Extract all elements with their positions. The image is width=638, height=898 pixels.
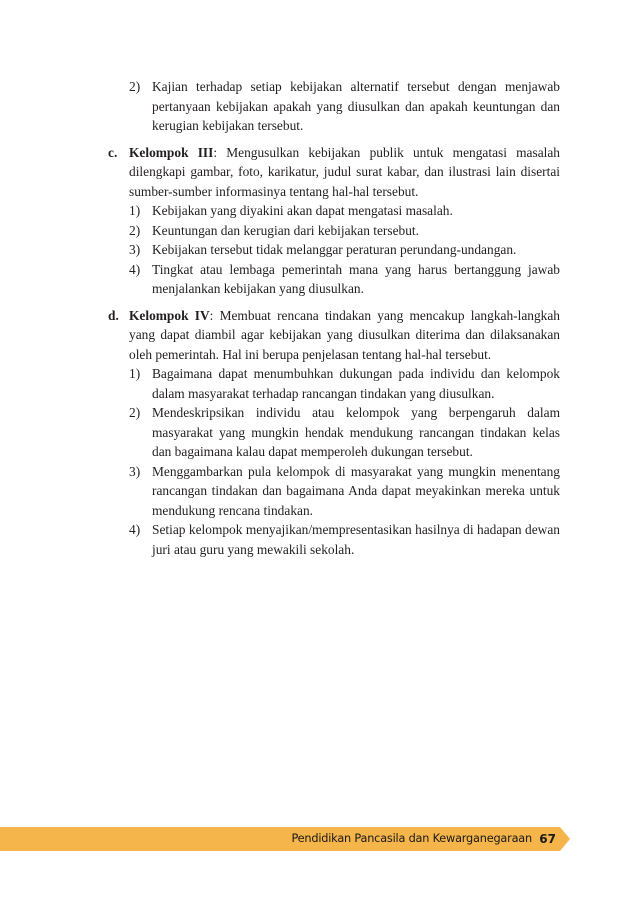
list-item-text: Keuntungan dan kerugian dari kebijakan tersebut. — [152, 222, 419, 238]
list-item-number: 3) — [129, 463, 141, 479]
section-letter: c. — [108, 144, 118, 160]
list-item — [129, 201, 560, 221]
book-title: Pendidikan Pancasila dan Kewarganegaraan — [291, 832, 532, 845]
list-item-number: 1) — [129, 203, 141, 218]
list-item-text: Mendeskripsikan individu atau kelompok yang berpengaruh dalam masyarakat yang mungkin hendak mendukung rancangan tindakan kelas dan bagaimana kalau dapat memperoleh dukungan tersebut. — [152, 405, 560, 459]
list-item-number: 4) — [129, 261, 141, 277]
section-list — [129, 364, 560, 559]
section-description: : Mengusulkan kebijakan publik untuk mengatasi masalah dilengkapi gambar, foto, karikatur, judul surat kabar, dan ilustrasi lain disertai sumber-sumber informasinya tentang hal-hal tersebut. — [129, 144, 561, 199]
section-title: Kelompok III — [129, 144, 214, 160]
page-number: 67 — [539, 832, 556, 846]
list-item-number: 2) — [129, 222, 141, 238]
section-list — [129, 201, 560, 299]
list-item-number: 2) — [129, 79, 141, 94]
list-item-number: 1) — [129, 366, 141, 381]
list-item-number: 3) — [129, 242, 141, 257]
section-letter: d. — [108, 307, 119, 323]
list-item-text: Kebijakan yang diyakini akan dapat mengatasi masalah. — [152, 203, 453, 218]
list-item — [129, 462, 560, 521]
list-item-text: Kebijakan tersebut tidak melanggar peraturan perundang-undangan. — [152, 242, 517, 257]
section-title: Kelompok IV — [129, 307, 210, 323]
list-item-number: 2) — [129, 405, 141, 420]
page-body — [108, 77, 560, 559]
list-item-text: Menggambarkan pula kelompok di masyarakat yang mungkin menentang rancangan tindakan dan bagaimana Anda dapat meyakinkan mereka untuk mendukung rencana tindakan. — [152, 463, 560, 518]
section-kelompok-iii — [108, 143, 560, 299]
list-item-text: Bagaimana dapat menumbuhkan dukungan pada individu dan kelompok dalam masyarakat terhadap rancangan tindakan yang diusulkan. — [152, 366, 560, 401]
section-kelompok-iv — [108, 306, 560, 560]
continued-list — [129, 77, 560, 136]
list-item — [129, 520, 560, 559]
list-item-text: Tingkat atau lembaga pemerintah mana yang harus bertanggung jawab menjalankan kebijakan yang diusulkan. — [152, 261, 560, 296]
list-item — [129, 240, 560, 260]
list-item-text: Setiap kelompok menyajikan/mempresentasikan hasilnya di hadapan dewan juri atau guru yang mewakili sekolah. — [152, 522, 560, 557]
footer-band — [0, 827, 560, 851]
section-description: : Membuat rencana tindakan yang mencakup langkah-langkah yang dapat diambil agar kebijakan yang diusulkan diterima dan dilaksanakan oleh pemerintah. Hal ini berupa penjelasan tentang hal-hal tersebut. — [129, 307, 560, 362]
list-item — [129, 260, 560, 299]
list-item-number: 4) — [129, 522, 141, 537]
list-item-text: Kajian terhadap setiap kebijakan alternatif tersebut dengan menjawab pertanyaan kebijakan apakah yang diusulkan dan apakah keuntungan dan kerugian kebijakan tersebut. — [152, 79, 560, 133]
list-item — [129, 403, 560, 462]
list-item — [129, 77, 560, 136]
list-item — [129, 221, 560, 241]
list-item — [129, 364, 560, 403]
